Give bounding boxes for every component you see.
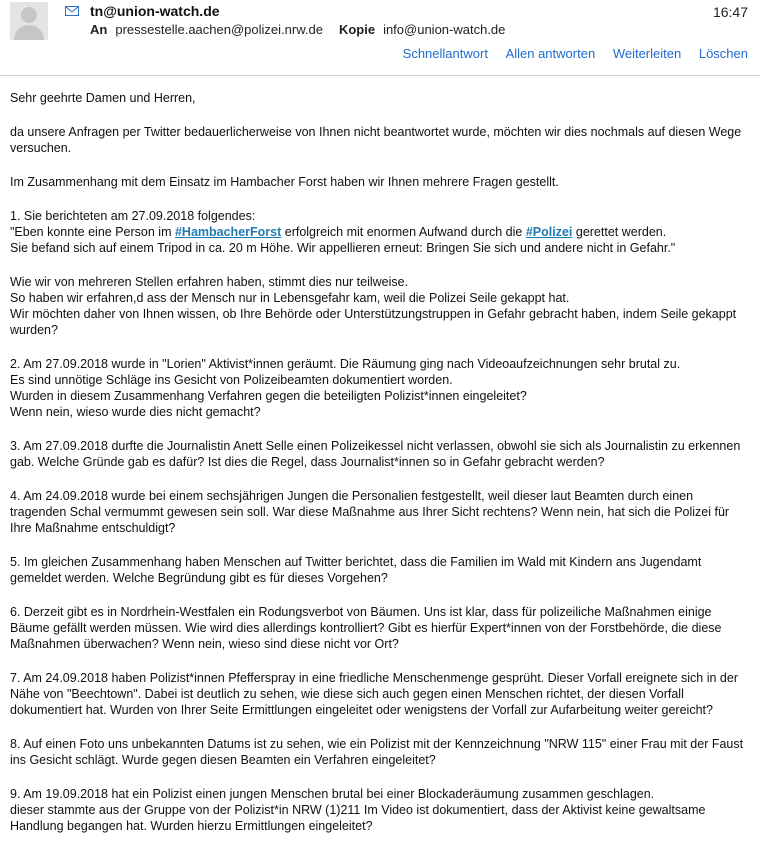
intro-paragraph: da unsere Anfragen per Twitter bedauerlicherweise von Ihnen nicht beantwortet wurde, möchten wir dies nochmals auf diesen Wege versuchen. bbox=[10, 125, 742, 155]
question-1-followup: Wie wir von mehreren Stellen erfahren haben, stimmt dies nur teilweise. So haben wir erfahren,d ass der Mensch nur in Lebensgefahr kam, weil die Polizei Seile gekappt hat. Wir möchten daher von Ihnen wissen, ob Ihre Behörde oder Unterstützungstruppen in Gefahr gebracht haben, indem Seile gekappt wurden? bbox=[10, 275, 737, 337]
question-7: 7. Am 24.09.2018 haben Polizist*innen Pfefferspray in eine friedliche Menschenmenge gesprüht. Dieser Vorfall ereignete sich in der Nähe von "Beechtown". Dabei ist deutlich zu sehen, wie diese sich auch gegen einen Menschen richtet, der diesen Vorfall dokumentiert hat. Wurden von Ihrer Seite Ermittlungen eingeleitet oder wenigstens der Vorfall zur Aufarbeitung weiter gereicht? bbox=[10, 671, 738, 717]
question-4: 4. Am 24.09.2018 wurde bei einem sechsjährigen Jungen die Personalien festgestellt, weil dieser laut Beamten durch einen tragenden Schal vermummt gewesen sein soll. War diese Maßnahme aus Ihrer Sicht rechtens? Wenn nein, hat sich die Polizei für Ihre Maßnahme entschuldigt? bbox=[10, 489, 730, 535]
forward-button[interactable]: Weiterleiten bbox=[612, 46, 682, 61]
hashtag-link[interactable]: #HambacherForst bbox=[174, 225, 282, 239]
message-time: 16:47 bbox=[712, 4, 748, 20]
question-2: 2. Am 27.09.2018 wurde in "Lorien" Aktivist*innen geräumt. Die Räumung ging nach Videoaufzeichnungen sehr brutal zu. Es sind unnötige Schläge ins Gesicht von Polizeibeamten dokumentiert worden. Wurden in diesem Zusammenhang Verfahren gegen die beteiligten Polizist*innen eingeleitet? Wenn nein, wieso wurde dies nicht gemacht? bbox=[10, 357, 681, 419]
hashtag-link[interactable]: #Polizei bbox=[525, 225, 573, 239]
to-address[interactable]: pressestelle.aachen@polizei.nrw.de bbox=[115, 22, 323, 37]
envelope-icon bbox=[65, 6, 79, 16]
question-9: 9. Am 19.09.2018 hat ein Polizist einen jungen Menschen brutal bei einer Blockaderäumung zusammen geschlagen. dieser stammte aus der Gruppe von der Polizist*in NRW (1)211 Im Video ist dokumentiert, dass der Aktivist keine gewaltsame Handlung begangen hat. Wurden hierzu Ermittlungen eingeleitet? bbox=[10, 787, 706, 833]
sender-avatar bbox=[10, 2, 48, 40]
header-divider bbox=[0, 75, 760, 76]
delete-button[interactable]: Löschen bbox=[698, 46, 748, 61]
cc-address[interactable]: info@union-watch.de bbox=[383, 22, 506, 37]
question-5: 5. Im gleichen Zusammenhang haben Menschen auf Twitter berichtet, dass die Familien im Wald mit Kindern ans Jugendamt gemeldet werden. Welche Begründung gibt es für dieses Vorgehen? bbox=[10, 555, 702, 585]
sender-address[interactable]: tn@union-watch.de bbox=[90, 3, 220, 19]
question-3: 3. Am 27.09.2018 durfte die Journalistin Anett Selle einen Polizeikessel nicht verlassen, obwohl sie sich als Journalistin zu erkennen gab. Welche Gründe gab es dafür? Ist dies die Regel, dass Journalist*innen so in Gefahr gebracht werden? bbox=[10, 439, 741, 469]
quick-reply-button[interactable]: Schnellantwort bbox=[402, 46, 488, 61]
email-header bbox=[0, 0, 760, 66]
message-body bbox=[10, 90, 750, 852]
recipients-line bbox=[90, 22, 521, 37]
reply-all-button[interactable]: Allen antworten bbox=[505, 46, 596, 61]
cc-label: Kopie bbox=[338, 22, 376, 37]
question-6: 6. Derzeit gibt es in Nordrhein-Westfalen ein Rodungsverbot von Bäumen. Uns ist klar, dass für polizeiliche Maßnahmen einige Bäume gefällt werden müssen. Wie wird dies allerdings kontrolliert? Gibt es hierfür Expert*innen von der Forstbehörde, die diese Maßnahmen überwachen? Wenn nein, wieso sind diese nicht vor Ort? bbox=[10, 605, 722, 651]
question-8: 8. Auf einen Foto uns unbekannten Datums ist zu sehen, wie ein Polizist mit der Kennzeichnung "NRW 115" einer Frau mit der Faust ins Gesicht schlägt. Wurde gegen diesen Beamten ein Verfahren eingeleitet? bbox=[10, 737, 744, 767]
question-1: 1. Sie berichteten am 27.09.2018 folgendes: "Eben konnte eine Person im #HambacherForst erfolgreich mit enormen Aufwand durch die #Polizei gerettet werden. Sie befand sich auf einem Tripod in ca. 20 m Höhe. Wir appellieren erneut: Bringen Sie sich und andere nicht in Gefahr." bbox=[10, 209, 676, 255]
greeting: Sehr geehrte Damen und Herren, bbox=[10, 91, 196, 105]
message-actions bbox=[389, 46, 748, 61]
to-label: An bbox=[90, 22, 108, 37]
intro-paragraph: Im Zusammenhang mit dem Einsatz im Hambacher Forst haben wir Ihnen mehrere Fragen gestellt. bbox=[10, 175, 559, 189]
